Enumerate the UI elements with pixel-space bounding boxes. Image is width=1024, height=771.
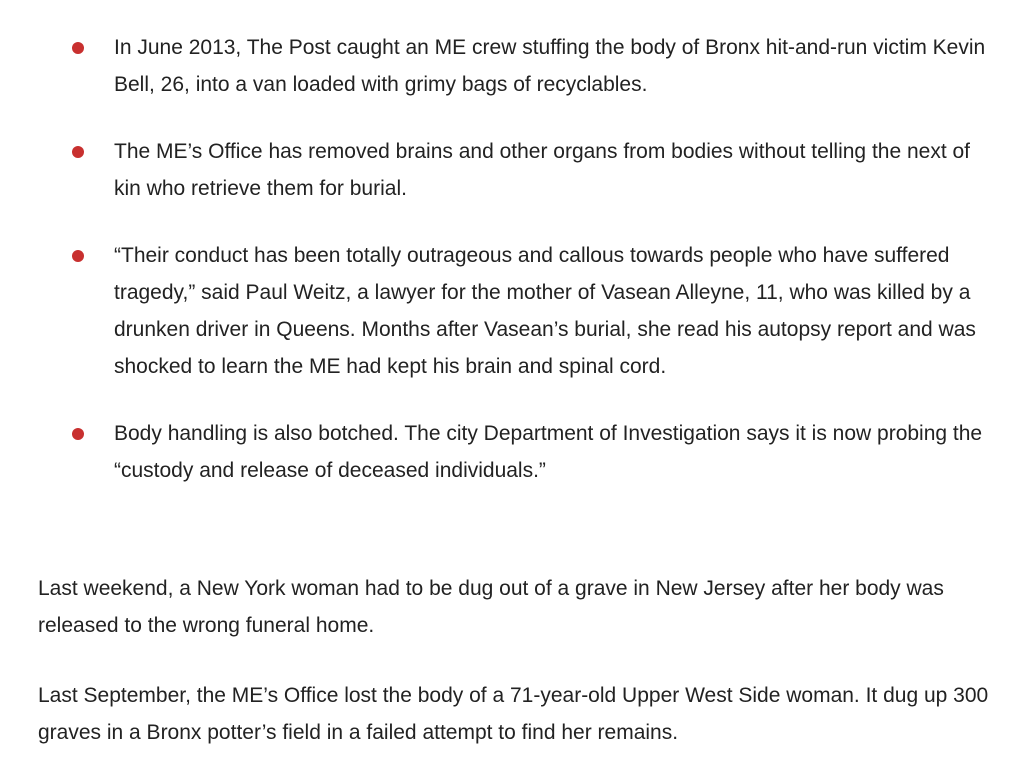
bullet-dot-icon: [72, 250, 84, 262]
bullet-text: “Their conduct has been totally outrageous and callous towards people who have suffered tragedy,” said Paul Weitz, a lawyer for the mother of Vasean Alleyne, 11, who was killed by a drunken driver in Queens. Months after Vasean’s burial, she read his autopsy report and was shocked to learn the ME had kept his brain and spinal cord.: [114, 244, 976, 378]
bullet-item: [0, 133, 1024, 207]
bullet-dot-icon: [72, 428, 84, 440]
paragraph: Last September, the ME’s Office lost the body of a 71-year-old Upper West Side woman. It dug up 300 graves in a Bronx potter’s field in a failed attempt to find her remains.: [38, 684, 989, 744]
bullet-item: [0, 415, 1024, 489]
bullet-dot-icon: [72, 42, 84, 54]
bullet-text: In June 2013, The Post caught an ME crew stuffing the body of Bronx hit-and-run victim Kevin Bell, 26, into a van loaded with grimy bags of recyclables.: [114, 36, 986, 96]
bullet-dot-icon: [72, 146, 84, 158]
paragraph: Last weekend, a New York woman had to be dug out of a grave in New Jersey after her body was released to the wrong funeral home.: [38, 577, 944, 637]
bullet-item: [0, 29, 1024, 103]
bullet-text: The ME’s Office has removed brains and other organs from bodies without telling the next of kin who retrieve them for burial.: [114, 140, 971, 200]
bullet-text: Body handling is also botched. The city Department of Investigation says it is now probing the “custody and release of deceased individuals.”: [114, 422, 983, 482]
bullet-list: [0, 29, 1024, 519]
bullet-item: [0, 237, 1024, 385]
